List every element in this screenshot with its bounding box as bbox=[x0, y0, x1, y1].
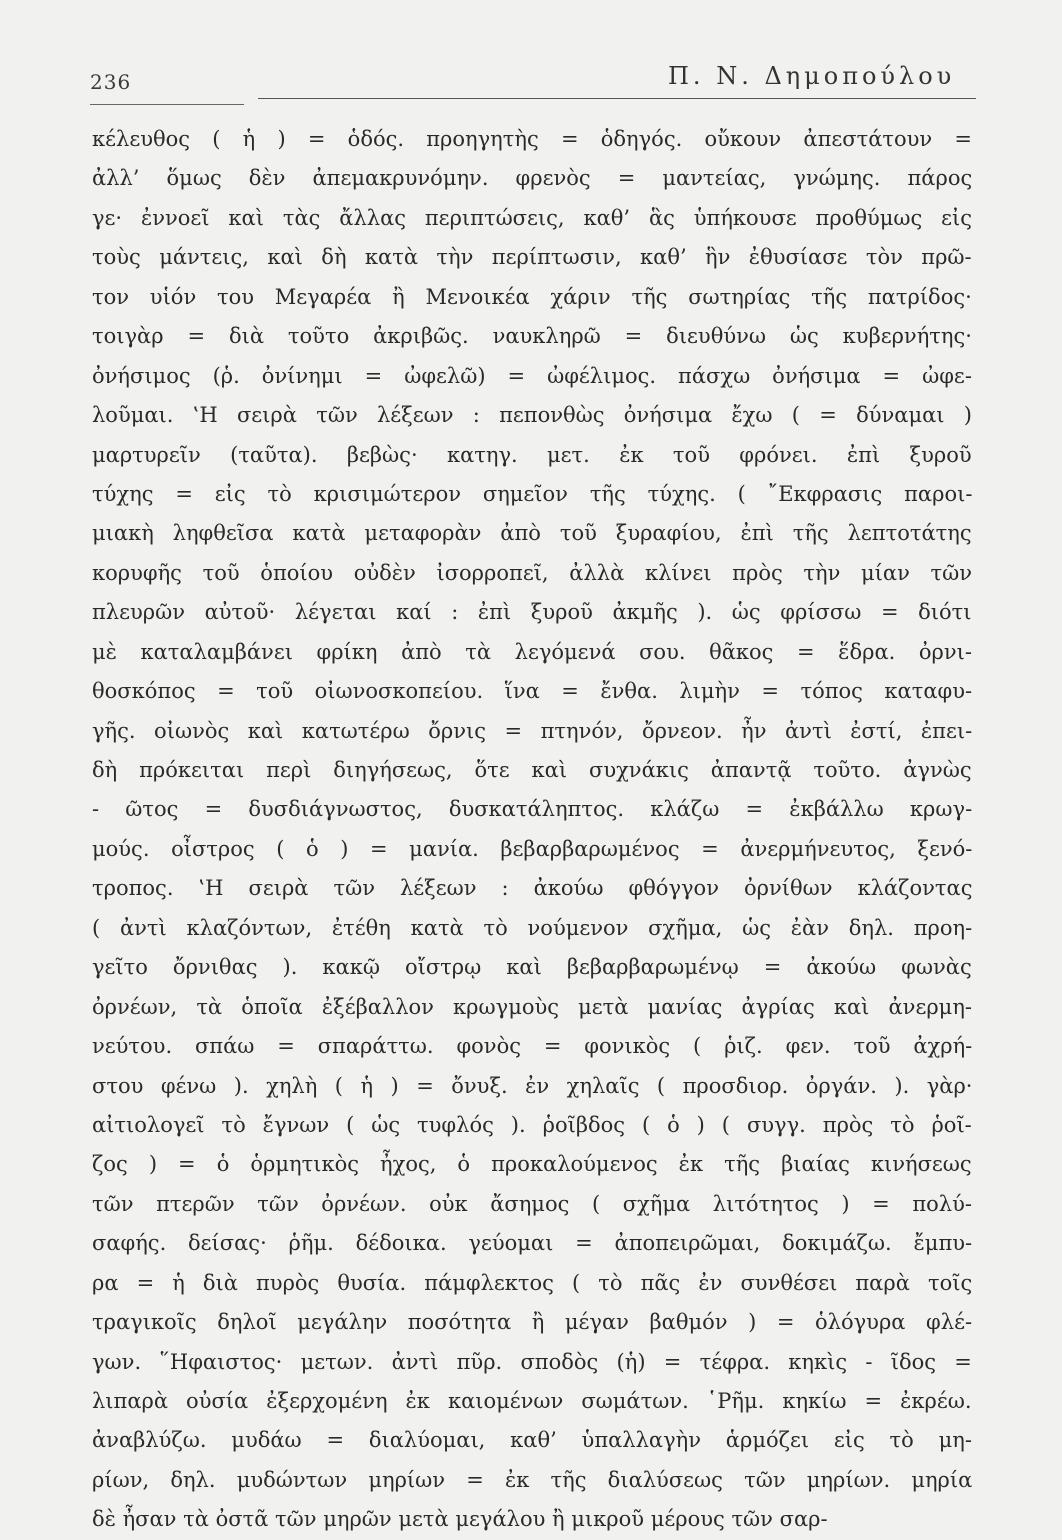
text-line: σαφής. δείσας· ῥῆμ. δέδοικα. γεύομαι = ἀποπειρῶμαι, δοκιμάζω. ἔμπυ- bbox=[92, 1231, 972, 1256]
text-line: τραγικοῖς δηλοῖ μεγάλην ποσότητα ἢ μέγαν βαθμόν ) = ὁλόγυρα φλέ- bbox=[92, 1310, 972, 1335]
header-rule-right bbox=[258, 98, 976, 99]
header-rule-left bbox=[90, 104, 244, 105]
text-line: νεύτου. σπάω = σπαράττω. φονὸς = φονικὸς ( ῥιζ. φεν. τοῦ ἀχρή- bbox=[92, 1034, 972, 1059]
page-number: 236 bbox=[90, 70, 132, 94]
text-line: τύχης = εἰς τὸ κρισιμώτερον σημεῖον τῆς τύχης. ( ῎Εκφρασις παροι- bbox=[92, 481, 972, 506]
text-line: γων. ῞Ηφαιστος· μετων. ἀντὶ πῦρ. σποδὸς (ἡ) = τέφρα. κηκὶς - ῖδος = bbox=[92, 1349, 972, 1374]
text-line: μούς. οἶστρος ( ὁ ) = μανία. βεβαρβαρωμένος = ἀνερμήνευτος, ξενό- bbox=[92, 836, 972, 861]
text-line: κέλευθος ( ἡ ) = ὁδός. προηγητὴς = ὁδηγός. οὔκουν ἀπεστάτουν = bbox=[92, 127, 972, 151]
text-line: μιακὴ ληφθεῖσα κατὰ μεταφορὰν ἀπὸ τοῦ ξυραφίου, ἐπὶ τῆς λεπτοτάτης bbox=[92, 521, 972, 546]
text-line: γεῖτο ὄρνιθας ). κακῷ οἴστρῳ καὶ βεβαρβαρωμένῳ = ἀκούω φωνὰς bbox=[92, 955, 972, 980]
text-line: τοιγὰρ = διὰ τοῦτο ἀκριβῶς. ναυκληρῶ = διευθύνω ὡς κυβερνήτης· bbox=[92, 324, 972, 349]
text-line: γῆς. οἰωνὸς καὶ κατωτέρω ὄρνις = πτηνόν, ὄρνεον. ἦν ἀντὶ ἐστί, ἐπει- bbox=[92, 718, 972, 743]
text-line: μαρτυρεῖν (ταῦτα). βεβὼς· κατηγ. μετ. ἐκ τοῦ φρόνει. ἐπὶ ξυροῦ bbox=[92, 442, 972, 467]
text-line: - ῶτος = δυσδιάγνωστος, δυσκατάληπτος. κλάζω = ἐκβάλλω κρωγ- bbox=[92, 797, 972, 822]
text-line: πλευρῶν αὐτοῦ· λέγεται καί : ἐπὶ ξυροῦ ἀκμῆς ). ὡς φρίσσω = διότι bbox=[92, 600, 972, 625]
text-line: ρα = ἡ διὰ πυρὸς θυσία. πάμφλεκτος ( τὸ πᾶς ἐν συνθέσει παρὰ τοῖς bbox=[92, 1270, 972, 1295]
text-line: τῶν πτερῶν τῶν ὀρνέων. οὐκ ἄσημος ( σχῆμα λιτότητος ) = πολύ- bbox=[92, 1191, 972, 1216]
text-line: στου φένω ). χηλὴ ( ἡ ) = ὄνυξ. ἐν χηλαῖς ( προσδιορ. ὀργάν. ). γὰρ· bbox=[92, 1073, 972, 1098]
body-text bbox=[92, 120, 972, 1540]
text-line: τοὺς μάντεις, καὶ δὴ κατὰ τὴν περίπτωσιν, καθ’ ἣν ἐθυσίασε τὸν πρῶ- bbox=[92, 245, 972, 270]
text-line: ( ἀντὶ κλαζόντων, ἐτέθη κατὰ τὸ νούμενον σχῆμα, ὡς ἐὰν δηλ. προη- bbox=[92, 915, 972, 940]
text-line: τροπος. ‛Η σειρὰ τῶν λέξεων : ἀκούω φθόγγον ὀρνίθων κλάζοντας bbox=[92, 876, 972, 901]
running-head: Π. Ν. Δημοπούλου bbox=[668, 62, 956, 90]
text-line: ζος ) = ὁ ὁρμητικὸς ἦχος, ὁ προκαλούμενος ἐκ τῆς βιαίας κινήσεως bbox=[92, 1152, 972, 1177]
text-line: αἰτιολογεῖ τὸ ἔγνων ( ὡς τυφλός ). ῥοῖβδος ( ὁ ) ( συγγ. πρὸς τὸ ῥοῖ- bbox=[92, 1112, 972, 1137]
text-line: τον υἱόν του Μεγαρέα ἢ Μενοικέα χάριν τῆς σωτηρίας τῆς πατρίδος· bbox=[92, 284, 972, 309]
text-line: ἀλλ’ ὅμως δὲν ἀπεμακρυνόμην. φρενὸς = μαντείας, γνώμης. πάρος bbox=[92, 166, 972, 191]
text-line: δὴ πρόκειται περὶ διηγήσεως, ὅτε καὶ συχνάκις ἀπαντᾷ τοῦτο. ἀγνὼς bbox=[92, 758, 972, 782]
text-line: ὀνήσιμος (ῥ. ὀνίνημι = ὠφελῶ) = ὠφέλιμος. πάσχω ὀνήσιμα = ὠφε- bbox=[92, 363, 972, 388]
text-line: ἀναβλύζω. μυδάω = διαλύομαι, καθ’ ὑπαλλαγὴν ἁρμόζει εἰς τὸ μη- bbox=[92, 1428, 972, 1453]
text-line: ὀρνέων, τὰ ὁποῖα ἐξέβαλλον κρωγμοὺς μετὰ μανίας ἀγρίας καὶ ἀνερμη- bbox=[92, 994, 972, 1019]
text-line: ρίων, δηλ. μυδώντων μηρίων = ἐκ τῆς διαλύσεως τῶν μηρίων. μηρία bbox=[92, 1467, 972, 1492]
text-line: θοσκόπος = τοῦ οἰωνοσκοπείου. ἵνα = ἔνθα. λιμὴν = τόπος καταφυ- bbox=[92, 679, 972, 704]
text-line: λοῦμαι. ‛Η σειρὰ τῶν λέξεων : πεπονθὼς ὀνήσιμα ἔχω ( = δύναμαι ) bbox=[92, 403, 972, 428]
text-line: μὲ καταλαμβάνει φρίκη ἀπὸ τὰ λεγόμενά σου. θᾶκος = ἕδρα. ὀρνι- bbox=[92, 639, 972, 664]
text-line: κορυφῆς τοῦ ὁποίου οὐδὲν ἰσορροπεῖ, ἀλλὰ κλίνει πρὸς τὴν μίαν τῶν bbox=[92, 560, 972, 585]
text-line: λιπαρὰ οὐσία ἐξερχομένη ἐκ καιομένων σωμάτων. ῾Ρῆμ. κηκίω = ἐκρέω. bbox=[92, 1389, 972, 1413]
text-line: γε· ἐννοεῖ καὶ τὰς ἄλλας περιπτώσεις, καθ’ ἃς ὑπήκουσε προθύμως εἰς bbox=[92, 205, 972, 230]
text-line: δὲ ἦσαν τὰ ὀστᾶ τῶν μηρῶν μετὰ μεγάλου ἢ μικροῦ μέρους τῶν σαρ- bbox=[92, 1507, 828, 1532]
